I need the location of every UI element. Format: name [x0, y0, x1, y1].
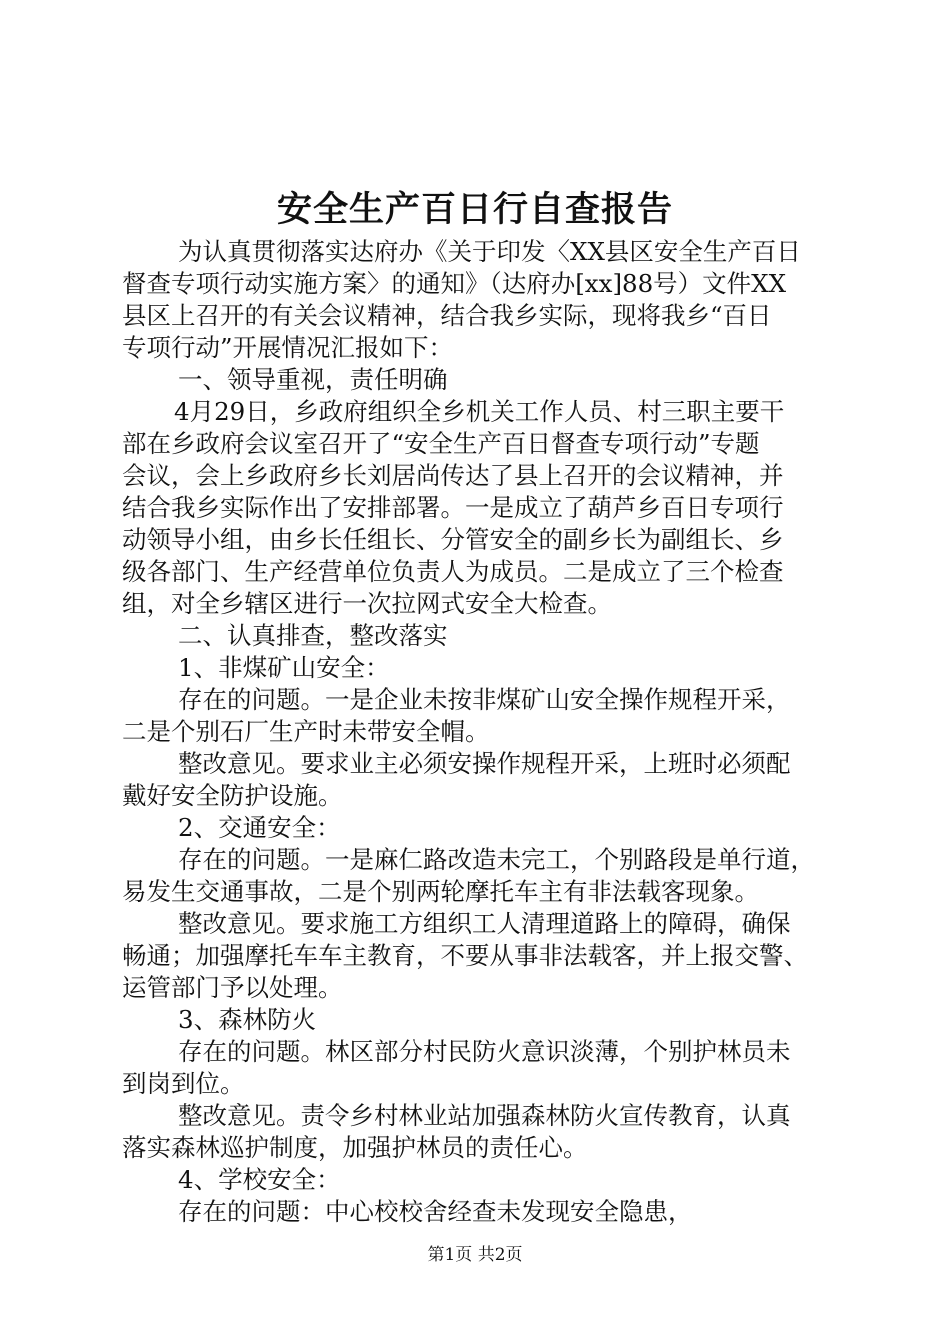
subsection-heading: 4、学校安全： — [178, 1165, 341, 1194]
paragraph-line: 4月29日，乡政府组织全乡机关工作人员、村三职主要干 — [174, 397, 785, 426]
paragraph-line: 存在的问题。一是企业未按非煤矿山安全操作规程开采， — [178, 685, 791, 714]
paragraph-line: 部在乡政府会议室召开了“安全生产百日督查专项行动”专题 — [122, 429, 760, 458]
paragraph-line: 组，对全乡辖区进行一次拉网式安全大检查。 — [122, 589, 612, 618]
paragraph-line: 存在的问题：中心校校舍经查未发现安全隐患， — [178, 1197, 693, 1226]
paragraph-line: 易发生交通事故，二是个别两轮摩托车主有非法载客现象。 — [122, 877, 759, 906]
paragraph-line: 会议，会上乡政府乡长刘居尚传达了县上召开的会议精神，并 — [122, 461, 784, 490]
paragraph-line: 督查专项行动实施方案〉的通知》（达府办[xx]88号）文件XX — [122, 269, 787, 298]
paragraph-line: 整改意见。责令乡村林业站加强森林防火宣传教育，认真 — [178, 1101, 791, 1130]
paragraph-line: 戴好安全防护设施。 — [122, 781, 343, 810]
paragraph-line: 畅通；加强摩托车车主教育，不要从事非法载客，并上报交警、 — [122, 941, 808, 970]
section-heading: 一、领导重视，责任明确 — [178, 365, 448, 394]
paragraph-line: 落实森林巡护制度，加强护林员的责任心。 — [122, 1133, 588, 1162]
paragraph-line: 到岗到位。 — [122, 1069, 245, 1098]
paragraph-line: 存在的问题。林区部分村民防火意识淡薄，个别护林员未 — [178, 1037, 791, 1066]
section-heading: 二、认真排查，整改落实 — [178, 621, 448, 650]
paragraph-line: 整改意见。要求业主必须安操作规程开采，上班时必须配 — [178, 749, 791, 778]
paragraph-line: 二是个别石厂生产时未带安全帽。 — [122, 717, 490, 746]
page-footer: 第1页 共2页 — [427, 1245, 523, 1265]
paragraph-line: 动领导小组，由乡长任组长、分管安全的副乡长为副组长、乡 — [122, 525, 784, 554]
paragraph-line: 结合我乡实际作出了安排部署。一是成立了葫芦乡百日专项行 — [122, 493, 784, 522]
paragraph-line: 县区上召开的有关会议精神，结合我乡实际，现将我乡“百日 — [122, 301, 772, 330]
paragraph-line: 级各部门、生产经营单位负责人为成员。二是成立了三个检查 — [122, 557, 784, 586]
paragraph-line: 运管部门予以处理。 — [122, 973, 343, 1002]
paragraph-line: 存在的问题。一是麻仁路改造未完工，个别路段是单行道， — [178, 845, 815, 874]
subsection-heading: 2、交通安全： — [178, 813, 341, 842]
paragraph-line: 为认真贯彻落实达府办《关于印发〈XX县区安全生产百日 — [178, 237, 801, 266]
document-title: 安全生产百日行自查报告 — [276, 189, 673, 230]
subsection-heading: 1、非煤矿山安全： — [178, 653, 390, 682]
paragraph-line: 整改意见。要求施工方组织工人清理道路上的障碍，确保 — [178, 909, 791, 938]
document-body — [122, 236, 834, 1228]
paragraph-line: 专项行动”开展情况汇报如下： — [122, 333, 454, 362]
subsection-heading: 3、森林防火 — [178, 1005, 317, 1034]
